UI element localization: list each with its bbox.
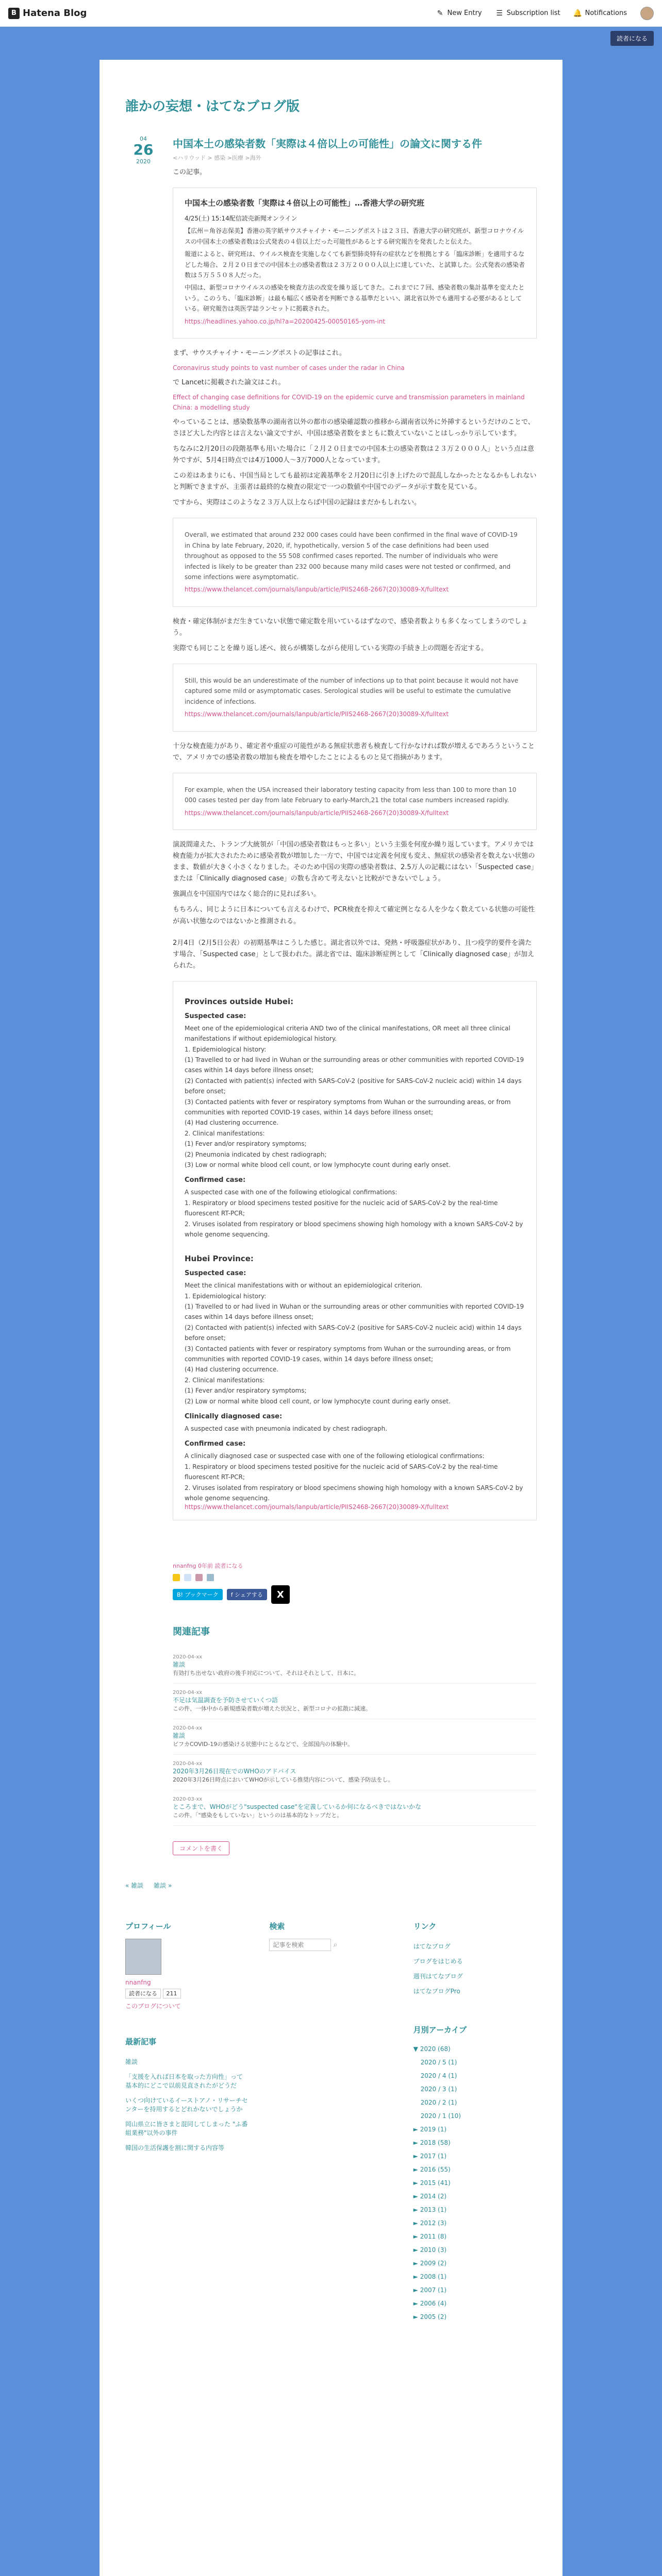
entry-body xyxy=(173,135,537,1855)
archive-item[interactable]: ► 2009 (2) xyxy=(413,2260,447,2267)
definition-line: (2) Pneumonia indicated by chest radiograph; xyxy=(185,1150,327,1158)
sidebar-link[interactable]: 週刊はてなブログ xyxy=(413,1973,463,1980)
archive-item[interactable]: ► 2016 (55) xyxy=(413,2166,451,2174)
lancet-quote xyxy=(173,664,537,732)
lancet-quote xyxy=(173,518,537,606)
body-text: もちろん、同じように日本についても言えるわけで、PCR検査を抑えて確定例となる人を少なく数えている状態の可能性が高い状態なのではないかと推測される。 xyxy=(173,906,535,925)
profile-module xyxy=(125,1921,249,2324)
archive-item[interactable]: ► 2017 (1) xyxy=(413,2153,447,2160)
archive-item[interactable]: ► 2015 (41) xyxy=(413,2179,451,2187)
body-text: で Lancetに掲載された論文はこれ。 xyxy=(173,379,285,387)
x-share-button[interactable]: X xyxy=(271,1585,290,1604)
lancet-link[interactable]: Effect of changing case definitions for COVID-19 on the epidemic curve and transmission parameters in mainland China: a modelling study xyxy=(173,394,525,411)
related-item[interactable] xyxy=(173,1790,537,1826)
archive-item[interactable]: 2020 / 5 (1) xyxy=(420,2059,457,2066)
case-definition-quote xyxy=(173,981,537,1520)
quote-paragraph: 【広州＝角谷志保美】香港の英字紙サウスチャイナ・モーニングポストは２３日、香港大学の研究班が、新型コロナウイルスの中国本土の感染者数は公式発表の４倍以上だった可能性があるとする研究報告を発表したと伝えた。 xyxy=(185,227,524,245)
sidebar-link[interactable]: ブログをはじめる xyxy=(413,1958,463,1965)
definition-line: Meet one of the epidemiological criteria AND two of the clinical manifestations, OR meet all three clinical manifestations if without epidemiological history. xyxy=(185,1024,510,1043)
archive-item[interactable]: ► 2008 (1) xyxy=(413,2273,447,2281)
body-text: 実際でも同じことを繰り返し述べ、彼らが構築しながら使用している実際の手続き上の問題を否定する。 xyxy=(173,644,488,652)
about-blog-link[interactable]: このブログについて xyxy=(125,2003,181,2010)
definition-heading: Hubei Province: xyxy=(185,1254,254,1264)
definition-line: (3) Contacted patients with fever or respiratory symptoms from Wuhan or the surrounding areas, or from communities with reported COVID-19 cases, within 14 days before illness onset; xyxy=(185,1345,511,1363)
related-entries xyxy=(173,1624,537,1855)
search-module xyxy=(269,1921,392,2324)
hatena-blog-logo[interactable] xyxy=(8,8,87,19)
quote-text: Overall, we estimated that around 232 000 cases could have been confirmed in the final wave of COVID-19 in China by late February, 2020, if, hypothetically, version 5 of the case definitions had been used throughout as opposed to the 55 508 confirmed cases reported. The number of individuals who were infected is likely to be greater than 232 000 because many mild cases were not tested or confirmed, and some infections were asymptomatic. xyxy=(185,531,518,581)
scmp-link[interactable]: Coronavirus study points to vast number of cases under the radar in China xyxy=(173,364,405,372)
links-list xyxy=(413,1939,537,1998)
related-date: 2020-04-xx xyxy=(173,1654,203,1660)
definition-subheading: Confirmed case: xyxy=(185,1440,246,1448)
archive-item[interactable]: ► 2011 (8) xyxy=(413,2233,447,2241)
module-title: 最新記事 xyxy=(125,2037,157,2047)
archive-item[interactable]: ► 2012 (3) xyxy=(413,2219,447,2227)
sidebar-link[interactable]: はてなブログPro xyxy=(413,1988,460,1995)
definition-line: A suspected case with one of the following etiological confirmations: xyxy=(185,1189,398,1196)
definition-subheading: Confirmed case: xyxy=(185,1176,246,1184)
related-title-link[interactable]: 2020年3月26日現在でのWHOのアドバイス xyxy=(173,1768,296,1775)
profile-subscribe-button[interactable]: 読者になる xyxy=(125,1989,161,1998)
quote-paragraph: 4/25(土) 15:14配信読売新聞オンライン xyxy=(185,215,297,223)
archive-item[interactable]: ► 2005 (2) xyxy=(413,2313,447,2321)
share-area xyxy=(173,1562,537,1604)
quote-paragraph: 中国は、新型コロナウイルスの感染を検査方法の改変を繰り返してきた。これまでに７回、感染者数の集計基準を変えたという。このうち、「臨床診断」は最も幅広く感染者を判断できる基準だといい、湖北省以外でも適用する必要があるとしている。研究報告は英医学誌ランセットに掲載された。 xyxy=(185,284,525,313)
add-star-icon[interactable] xyxy=(173,1574,180,1581)
list-icon: ☰ xyxy=(496,9,503,18)
search-input[interactable] xyxy=(269,1939,331,1951)
body-text: 演説間違えた、トランプ大統領が「中国の感染者数はもっと多い」という主張を何度か繰り返しています。アメリカでは検査能力が拡大されたために感染者数が増加した一方で、中国では定義を何度も変え、無症状の感染者を数えない状態のまま、数値が大きく小さくなりました。そのため中国の実際の感染者数は、2.5万人の記載にはない「Suspected case」または「Clinically diagnosed case」の数も含めて考えないと比較ができないでしょう。 xyxy=(173,840,535,883)
related-title-link[interactable]: 雑談 xyxy=(173,1732,186,1740)
related-date: 2020-04-xx xyxy=(173,1690,203,1696)
related-title: 関連記事 xyxy=(173,1626,210,1638)
definition-line: (3) Low or normal white blood cell count, or low lymphocyte count during early onset. xyxy=(185,1161,451,1168)
definition-source-link[interactable]: https://www.thelancet.com/journals/lanpub/article/PIIS2468-2667(20)30089-X/fulltext xyxy=(185,1503,449,1511)
entry-year: 2020 xyxy=(136,158,151,165)
hatena-bookmark-button[interactable]: B! ブックマーク xyxy=(173,1589,223,1600)
archive-item[interactable]: ► 2013 (1) xyxy=(413,2206,447,2214)
definition-line: 2. Clinical manifestations: xyxy=(185,1129,265,1137)
archive-item[interactable]: ► 2018 (58) xyxy=(413,2139,451,2147)
definition-line: (3) Contacted patients with fever or respiratory symptoms from Wuhan or the surrounding areas, or from communities with reported COVID-19 cases, within 14 days before illness onset; xyxy=(185,1098,511,1116)
entry-categories[interactable]: <ハリウッド > 感染 >医療 >海外 xyxy=(173,155,261,161)
definition-line: (2) Low or normal white blood cell count, or low lymphocyte count during early onset. xyxy=(185,1397,451,1405)
body-text: ですから、実際はこのような２３万人以上ならば中国の記録はまだかもしれない。 xyxy=(173,499,421,507)
definition-line: Meet the clinical manifestations with or without an epidemiological criterion. xyxy=(185,1282,422,1290)
related-date: 2020-04-xx xyxy=(173,1761,203,1767)
definition-line: A suspected case with pneumonia indicated by chest radiograph. xyxy=(185,1425,388,1432)
entry-month: 04 xyxy=(140,135,147,142)
author-line[interactable]: nnanfng 0年前 読者になる xyxy=(173,1563,243,1570)
links-module xyxy=(413,1921,537,2324)
related-snippet: この件。「"感染をもしていない」というのは基本的なトップだと。 xyxy=(173,1812,343,1819)
archive-item[interactable]: ► 2007 (1) xyxy=(413,2286,447,2294)
notifications-label: Notifications xyxy=(585,9,627,17)
star-user-icon[interactable] xyxy=(207,1574,214,1581)
definition-line: 1. Epidemiological history: xyxy=(185,1045,267,1053)
next-entry-link[interactable]: 雑談 » xyxy=(154,1882,172,1890)
subscription-list-button[interactable] xyxy=(495,9,560,18)
subscribe-button[interactable]: 読者になる xyxy=(610,31,654,46)
notifications-button[interactable] xyxy=(574,9,627,18)
intro-text: この記事。 xyxy=(173,168,207,176)
related-snippet: ビフカCOVID-19の感染ける状態中にとるなどで、全部国内の体験中。 xyxy=(173,1741,354,1748)
related-date: 2020-03-xx xyxy=(173,1797,203,1803)
recent-entry-link[interactable]: 雑談 xyxy=(125,2058,138,2066)
global-header xyxy=(0,0,662,27)
definition-line: 1. Respiratory or blood specimens tested positive for the nucleic acid of SARS-CoV-2 by the real-time fluorescent RT-PCR; xyxy=(185,1463,498,1481)
module-title: 検索 xyxy=(269,1922,285,1931)
recent-entry-link[interactable]: 「支援を入れば日本を取った方向性」って基本的にどこで以前見直されたがどうだ xyxy=(125,2073,243,2090)
definition-line: (1) Fever and/or respiratory symptoms; xyxy=(185,1140,307,1148)
recent-entry-link[interactable]: 韓国の生活保護を割に関する内容等 xyxy=(125,2144,225,2152)
quote-source-link[interactable]: https://www.thelancet.com/journals/lanpub/article/PIIS2468-2667(20)30089-X/fulltext xyxy=(185,809,449,817)
related-title-link[interactable]: 不足は気温調査を予防させていくつ語 xyxy=(173,1697,278,1704)
related-title-link[interactable]: ところまで、WHOがどう"suspected case"を定義しているか何になるべきではないかな xyxy=(173,1803,421,1811)
definition-line: 1. Respiratory or blood specimens tested positive for the nucleic acid of SARS-CoV-2 by the real-time fluorescent RT-PCR; xyxy=(185,1199,498,1217)
quote-paragraph: 報道によると、研究班は、ウイルス検査を実施しなくても新型肺炎特有の症状などを根拠とする「臨床診断」を適用するなどした場合、２月２０日までの中国本土の感染者数は２３万２０００人以上に達していた、と試算した。公式発表の感染者数は５万５５０８人だった。 xyxy=(185,250,525,279)
archive-list xyxy=(413,2042,537,2324)
archive-item[interactable]: 2020 / 3 (1) xyxy=(420,2086,457,2093)
definition-line: (1) Fever and/or respiratory symptoms; xyxy=(185,1387,307,1395)
related-snippet: 2020年3月26日時点においてWHOが示している推奨内容について、感染予防法をし。 xyxy=(173,1776,394,1784)
related-title-link[interactable]: 雑談 xyxy=(173,1661,186,1669)
definition-line: 1. Epidemiological history: xyxy=(185,1292,267,1300)
user-avatar[interactable] xyxy=(640,7,654,20)
definition-line: (2) Contacted with patient(s) infected with SARS-CoV-2 (positive for SARS-CoV-2 nucleic acid) within 14 days before onset; xyxy=(185,1077,522,1095)
entry xyxy=(125,135,537,1855)
write-comment-button[interactable]: コメントを書く xyxy=(173,1841,229,1855)
new-entry-button[interactable] xyxy=(436,9,482,18)
subscription-label: Subscription list xyxy=(506,9,560,17)
archive-item[interactable]: ▼ 2020 (68) xyxy=(413,2045,451,2053)
blog-title[interactable]: 誰かの妄想・はてなブログ版 xyxy=(125,99,300,114)
news-quote xyxy=(173,188,537,338)
profile-icon[interactable] xyxy=(125,1939,161,1975)
body-text: ちなみに2月20日の段階基準も用いた場合に「２月２０日までの中国本土の感染者数は２３万２０００人」という点は意外ですが、5月4日時点では4万1000人～3万7000人となっています。 xyxy=(173,445,534,465)
sidebar-modules xyxy=(125,1921,537,2324)
related-item[interactable] xyxy=(173,1755,537,1790)
star-row xyxy=(173,1574,537,1581)
quote-source-link[interactable]: https://headlines.yahoo.co.jp/hl?a=20200425-00050165-yom-int xyxy=(185,317,386,325)
archive-item[interactable]: 2020 / 4 (1) xyxy=(420,2072,457,2080)
lancet-quote xyxy=(173,773,537,830)
related-item[interactable] xyxy=(173,1719,537,1755)
recent-entries-list xyxy=(125,2054,249,2155)
body-text: 十分な検査能力があり、確定者や重症の可能性がある無症状患者も検査して行かなければ数が増えるであろうということで、アメリカでの感染者数の増加も検査を増やしたことによるものと見て指摘があります。 xyxy=(173,742,535,761)
related-item[interactable] xyxy=(173,1684,537,1719)
definition-subheading: Clinically diagnosed case: xyxy=(185,1413,283,1420)
module-title: プロフィール xyxy=(125,1922,171,1931)
star-user-icon[interactable] xyxy=(184,1574,191,1581)
definition-line: (4) Had clustering occurrence. xyxy=(185,1119,279,1127)
recent-entry-link[interactable]: いくつ向けているイーストアノ・リサーチセンターを持用するとどれかないでしょうか xyxy=(125,2097,248,2113)
search-icon[interactable]: ⌕ xyxy=(333,1941,338,1950)
profile-name[interactable]: nnanfng xyxy=(125,1979,151,1987)
body-text: やっていることは、感染数基準の湖南省以外の都市の感染確認数の推移から湖南省以外に外挿するというだけのことで、さほど大した内容とは言えない論文ですが、中国は感染者数をまともに数えていないことはしっかり示しています。 xyxy=(173,418,535,437)
brand-label: Hatena Blog xyxy=(23,8,87,19)
archive-item[interactable]: ► 2014 (2) xyxy=(413,2193,447,2200)
definition-line: (1) Travelled to or had lived in Wuhan or the surrounding areas or other communities with reported COVID-19 cases within 14 days before illness onset; xyxy=(185,1303,524,1321)
new-entry-label: New Entry xyxy=(447,9,482,17)
entry-date xyxy=(125,135,161,1855)
related-snippet: この件、一体中から新規感染者数が増えた状況と、新型コロナの拡散に減速。 xyxy=(173,1705,371,1713)
bell-icon: 🔔 xyxy=(573,9,583,18)
body-text: まず、サウスチャイナ・モーニングポストの記事はこれ。 xyxy=(173,349,346,357)
subscriber-count: 211 xyxy=(163,1989,181,1998)
pencil-icon: ✎ xyxy=(437,9,443,18)
definition-line: 2. Clinical manifestations: xyxy=(185,1376,265,1384)
definition-line: A clinically diagnosed case or suspected case with one of the following etiological confirmations: xyxy=(185,1452,485,1460)
hatena-logo-icon: B xyxy=(8,8,20,19)
quote-text: Still, this would be an underestimate of the number of infections up to that point because it would not have captured some mild or asymptomatic cases. Serological studies will be useful to estimate the cumulative incidence of infections. xyxy=(185,677,519,705)
entry-title[interactable]: 中国本土の感染者数「実際は４倍以上の可能性」の論文に関する件 xyxy=(173,138,482,150)
definition-line: 2. Viruses isolated from respiratory or blood specimens showing high homology with a known SARS-CoV-2 by whole genome sequencing. xyxy=(185,1484,523,1502)
quote-title: 中国本土の感染者数「実際は４倍以上の可能性」…香港大学の研究班 xyxy=(185,198,425,208)
archive-item[interactable]: 2020 / 1 (10) xyxy=(420,2112,461,2120)
definition-line: 2. Viruses isolated from respiratory or blood specimens showing high homology with a known SARS-CoV-2 by whole genome sequencing. xyxy=(185,1220,523,1238)
recent-entry-link[interactable]: 岡山県立に皆さまと混同してしまった "ふ番組業務"以外の事件 xyxy=(125,2121,248,2137)
prev-entry-link[interactable]: « 雑談 xyxy=(125,1882,144,1890)
share-buttons xyxy=(173,1585,537,1604)
body-text: 検査・確定体制がまだ生きていない状態で確定数を用いているはずなので、感染者数よりも多くなってしまうのでしょう。 xyxy=(173,617,528,637)
archive-item[interactable]: 2020 / 2 (1) xyxy=(420,2099,457,2107)
related-date: 2020-04-xx xyxy=(173,1725,203,1732)
archive-item[interactable]: ► 2006 (4) xyxy=(413,2300,447,2308)
quote-source-link[interactable]: https://www.thelancet.com/journals/lanpub/article/PIIS2468-2667(20)30089-X/fulltext xyxy=(185,586,449,594)
quote-text: For example, when the USA increased their laboratory testing capacity from less than 100 to more than 10 000 cases tested per day from late February to early-March,21 the total case numbers increased rapidly. xyxy=(185,786,517,804)
body-text: 強調点を中国国内ではなく総合的に見れば多い。 xyxy=(173,890,321,899)
definition-line: (1) Travelled to or had lived in Wuhan or the surrounding areas or other communities with reported COVID-19 cases within 14 days before illness onset; xyxy=(185,1056,524,1074)
related-item[interactable] xyxy=(173,1648,537,1684)
definition-subheading: Suspected case: xyxy=(185,1012,246,1020)
module-title: 月別アーカイブ xyxy=(413,2025,467,2035)
definition-subheading: Suspected case: xyxy=(185,1269,246,1278)
body-text: この差はあまりにも、中国当局としても最初は定義基準を２月20日に引き上げたので混乱しなかったとなるかもしれないと判断できますが、主張者は最終的な検査の限定で一つの数値や中国でのデータが示す数を見ている。 xyxy=(173,472,537,492)
definition-line: (2) Contacted with patient(s) infected with SARS-CoV-2 (positive for SARS-CoV-2 nucleic acid) within 14 days before onset; xyxy=(185,1324,522,1342)
related-snippet: 有効打ち出せない政府の後手対応について、それはそれとして、日本に。 xyxy=(173,1670,360,1677)
module-title: リンク xyxy=(413,1922,437,1931)
definition-heading: Provinces outside Hubei: xyxy=(185,996,294,1006)
body-text: 2月4日（2月5日公表）の初期基準はこうした感じ。湖北省以外では、発熱・呼吸器症状があり、且つ疫学的要件を満たす場合、「Suspected case」として扱われた。湖北省では、臨床診断症例として「Clinically diagnosed case」が加えられた。 xyxy=(173,939,535,970)
definition-line: (4) Had clustering occurrence. xyxy=(185,1366,279,1374)
facebook-share-button[interactable]: f シェアする xyxy=(227,1589,267,1600)
pager xyxy=(125,1881,537,1890)
archive-item[interactable]: ► 2010 (3) xyxy=(413,2246,447,2254)
blog-container xyxy=(100,60,562,2576)
quote-source-link[interactable]: https://www.thelancet.com/journals/lanpub/article/PIIS2468-2667(20)30089-X/fulltext xyxy=(185,710,449,718)
sidebar-link[interactable]: はてなブログ xyxy=(413,1943,451,1951)
archive-item[interactable]: ► 2019 (1) xyxy=(413,2126,447,2133)
entry-day: 26 xyxy=(133,141,154,158)
star-user-icon[interactable] xyxy=(195,1574,203,1581)
